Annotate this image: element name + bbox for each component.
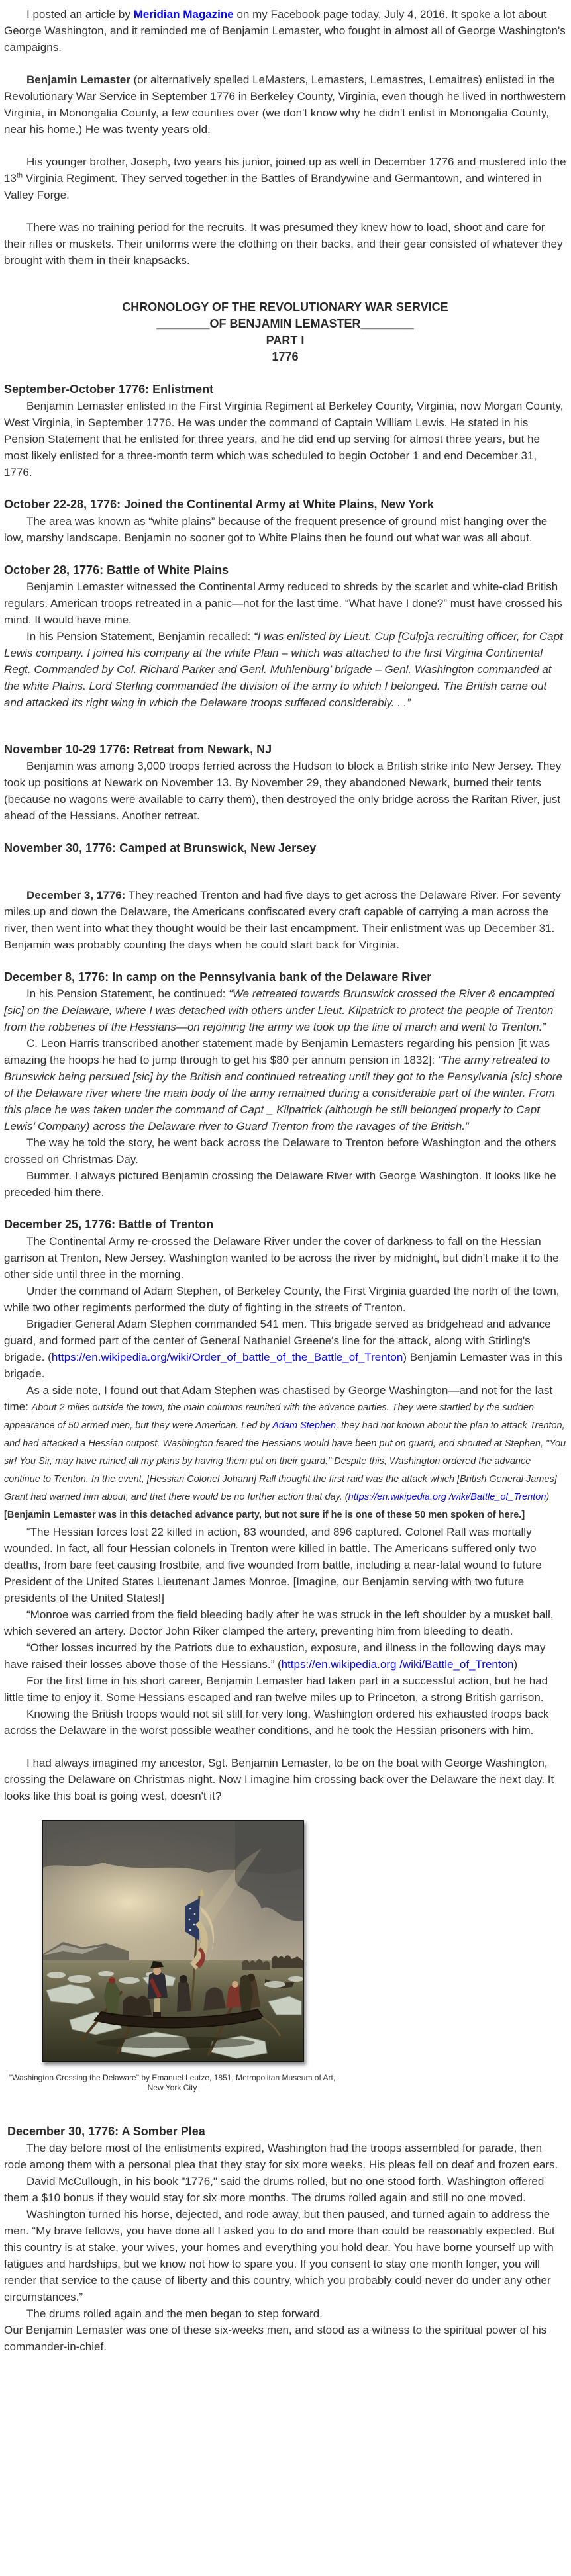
text-run: (or alternatively spelled LeMasters, Lemasters, Lemastres, Lemaitres) enlisted in the Revolutionary War Service in September 1776 in Berkeley County, Virginia, even though he lived in northwestern Virginia, in Monongalia County, a few counties over (we don't know why he didn't enlist in Monongalia County, near his home.) He was twenty years old. <box>4 73 566 136</box>
text-run: th <box>16 171 23 180</box>
text-run: David McCullough, in his book "1776," said the drums rolled, but no one stood forth. Washington offered them a $10 bonus if they would stay for six more months. The drums rolled again and still no one moved. <box>4 2175 545 2204</box>
paragraph <box>4 154 566 203</box>
hyperlink[interactable]: Adam Stephen <box>272 1420 337 1431</box>
text-run: Benjamin Lemaster <box>26 73 130 86</box>
text-run: I posted an article by <box>26 8 134 21</box>
section-heading: December 25, 1776: Battle of Trenton <box>4 1218 214 1231</box>
spacer <box>4 856 566 887</box>
section-heading: October 28, 1776: Battle of White Plains <box>4 563 229 576</box>
text-run: Virginia Regiment. They served together in the Battles of Brandywine and Germantown, and wintered in Valley Forge. <box>4 172 542 201</box>
paragraph <box>4 1316 566 1382</box>
paragraph <box>4 1606 566 1639</box>
section-heading: October 22-28, 1776: Joined the Continental Army at White Plains, New York <box>4 498 434 511</box>
text-run: The way he told the story, he went back across the Delaware to Trenton before Washington and the others crossed on Christmas Day. <box>4 1136 556 1166</box>
text-run: Washington turned his horse, dejected, and rode away, but then paused, and turned again to address the men. “My brave fellows, you have done all I asked you to do and more than could be reasonably expected. But this country is at stake, your wives, your homes and everything you hold dear. You have borne yourself up with fatigues and hardships, but we know not how to spare you. If you consent to stay one month longer, you will render that service to the cause of liberty and this country, which you probably could never do under any other circumstances.” <box>4 2208 555 2303</box>
text-run: “The Hessian forces lost 22 killed in action, 83 wounded, and 896 captured. Colonel Rall was mortally wounded. In fact, all four Hessian colonels in Trenton were killed in battle. The Americans suffered only two deaths, from bare feet causing frostbite, and five wounded from battle, including a near-fatal wound to future President of the United States Lieutenant James Monroe. [Imagine, our Benjamin serving with two future presidents of the United States!] <box>4 1526 542 1604</box>
spacer <box>4 56 566 71</box>
title-line: PART I <box>266 334 305 347</box>
paragraph <box>4 758 566 824</box>
section-heading: December 30, 1776: A Somber Plea <box>4 2125 205 2138</box>
painting-frame <box>42 1820 304 2062</box>
text-run: His younger brother, Joseph, two years his junior, joined up as well in December 1776 and mustered into the 13 <box>4 156 566 185</box>
hyperlink[interactable]: https://en.wikipedia.org /wiki/Battle_of_Trenton <box>281 1658 514 1671</box>
spacer <box>4 269 566 299</box>
section-heading: November 10-29 1776: Retreat from Newark, NJ <box>4 743 272 756</box>
document-title <box>4 299 566 365</box>
title-line: CHRONOLOGY OF THE REVOLUTIONARY WAR SERVICE <box>122 300 448 314</box>
title-line: ________OF BENJAMIN LEMASTER________ <box>156 317 414 330</box>
text-run: December 3, 1776: <box>26 889 126 901</box>
text-run: Bummer. I always pictured Benjamin crossing the Delaware River with George Washington. It looks like he preceded him there. <box>4 1170 556 1199</box>
paragraph <box>4 887 566 953</box>
text-run: I had always imagined my ancestor, Sgt. Benjamin Lemaster, to be on the boat with George Washington, crossing the Delaware on Christmas night. Now I imagine him crossing back over the Delaware the next day. It looks like this boat is going west, doesn't it? <box>4 1757 554 1802</box>
paragraph <box>4 219 566 269</box>
paragraph <box>4 1035 566 1134</box>
paragraph <box>4 1168 566 1201</box>
text-run: They reached Trenton and had five days to get across the Delaware River. For seventy miles up and down the Delaware, the Americans confiscated every craft capable of carrying a man across the river, then went into what they thought would be their last encampment. Their enlistment was up December 31. Benjamin was probably counting the days when he could start back for Virginia. <box>4 889 561 951</box>
spacer <box>4 138 566 154</box>
painting-figure <box>4 1820 566 2093</box>
paragraph <box>4 1382 566 1524</box>
paragraph <box>4 2206 566 2305</box>
spacer <box>4 1739 566 1755</box>
section-heading: December 8, 1776: In camp on the Pennsylvania bank of the Delaware River <box>4 970 432 984</box>
text-run: “Monroe was carried from the field bleeding badly after he was struck in the left shoulder by a musket ball, which severed an artery. Doctor John Riker clamped the artery, preventing him from bleeding to death. <box>4 1608 554 1637</box>
spacer <box>4 203 566 219</box>
text-run: For the first time in his short career, Benjamin Lemaster had taken part in a successful action, but he had little time to enjoy it. Some Hessians escaped and ran twelve miles up to Princeton, a strong British garrison. <box>4 1675 548 1704</box>
paragraph <box>4 1233 566 1283</box>
spacer <box>4 546 566 562</box>
hyperlink[interactable]: Meridian Magazine <box>133 8 234 21</box>
text-run: on my Facebook page today, July 4, 2016. It spoke a lot about George Washington, and it reminded me of Benjamin Lemaster, who fought in almost all of George Washington's campaigns. <box>4 8 566 54</box>
paragraph <box>4 1524 566 1606</box>
text-run: Knowing the British troops would not sit still for very long, Washington ordered his exhausted troops back across the Delaware in the worst possible weather conditions, and he took the Hessian prisoners with him. <box>4 1708 549 1737</box>
text-run: The drums rolled again and the men began to step forward. <box>26 2307 323 2320</box>
text-run: There was no training period for the recruits. It was presumed they knew how to load, shoot and care for their rifles or muskets. Their uniforms were the clothing on their backs, and their gear consisted of whatever they brought with them in their knapsacks. <box>4 221 563 267</box>
text-run: The area was known as “white plains” because of the frequent presence of ground mist hanging over the low, marshy landscape. Benjamin no sooner got to White Plains then he found out what war was all about. <box>4 515 548 544</box>
text-run: [Benjamin Lemaster was in this detached advance party, but not sure if he is one of these 50 men spoken of here.] <box>4 1510 525 1520</box>
text-run: ) Benjamin Lemaster was in this brigade. <box>4 1351 563 1380</box>
article-body-top <box>4 6 566 1804</box>
article-body-bottom <box>4 2093 566 2355</box>
text-run: “We retreated towards Brunswick crossed the River & encampted [sic] on the Delaware, where I was detached with others under Lieut. Kilpatrick to protect the people of Trenton from the robberies of the Hessians—on rejoining the army we took up the line of march and went to Trenton.” <box>4 988 555 1033</box>
section-heading: November 30, 1776: Camped at Brunswick, New Jersey <box>4 841 317 854</box>
text-run: Brigadier General Adam Stephen commanded 541 men. This brigade served as bridgehead and advance guard, and formed part of the center of General Nathaniel Greene's line for the attack, along with Stirling's brigade. ( <box>4 1318 551 1363</box>
spacer <box>4 953 566 969</box>
paragraph <box>4 1673 566 1706</box>
text-run: “I was enlisted by Lieut. Cup [Culp]a recruiting officer, for Capt Lewis company. I joined his company at the white Plain – which was attached to the first Virginia Continental Regt. Commanded by Col. Richard Parker and Genl. Muhlenburg’ brigade – Genl. Washington commanded at the white Plains. Lord Sterling commanded the division of the army to which I belonged. The British came out and attacked its right wing in which the Delaware troops suffered considerably. . .” <box>4 630 563 709</box>
paragraph <box>4 2173 566 2206</box>
spacer <box>4 481 566 496</box>
text-run: C. Leon Harris transcribed another statement made by Benjamin Lemasters regarding his pension [it was amazing the hoops he had to jump through to get his $80 per annum pension in 1832]: <box>4 1037 550 1066</box>
text-run: Our Benjamin Lemaster was one of these six-weeks men, and stood as a witness to the spiritual power of his commander-in-chief. <box>4 2324 547 2353</box>
text-run: , they had not known about the plan to attack Trenton, and had attacked a Hessian outpost. Washington feared the Hessians would have been put on guard, and shouted at Stephen, "You sir! You Sir, may have ruined all my plans by having them put on their guard." Despite this, Washington ordered the advance continue to Trenton. In the event, [Hessian Colonel Johann] Rall thought the first raid was the attack which [British General James] Grant had warned him about, and that there would be no further action that day. ( <box>4 1420 566 1502</box>
text-run: “The army retreated to Brunswick being persued [sic] by the British and continued retreating until they got to the Pensylvania [sic] shore of the Delaware river where the main body of the army remained during a considerable part of the winter. From this place he was taken under the command of Capt _ Kilpatrick (although he still belonged properly to Capt Lewis’ Company) across the Delaware river to Guard Trenton from the ravages of the British.” <box>4 1054 562 1132</box>
paragraph <box>4 2305 566 2322</box>
painting-caption: "Washington Crossing the Delaware" by Emanuel Leutze, 1851, Metropolitan Museum of Art, New York City <box>9 2073 336 2092</box>
spacer <box>4 365 566 381</box>
title-line: 1776 <box>272 350 299 363</box>
text-run: In his Pension Statement, he continued: <box>26 988 229 1000</box>
paragraph <box>4 1706 566 1739</box>
paragraph <box>4 986 566 1035</box>
paragraph <box>4 513 566 546</box>
text-run: ) <box>513 1658 518 1671</box>
spacer <box>4 2093 566 2123</box>
text-run: As a side note, I found out that Adam Stephen was chastised by George Washington—and not for the last time: <box>4 1384 553 1413</box>
hyperlink[interactable]: https://en.wikipedia.org/wiki/Order_of_battle_of_the_Battle_of_Trenton <box>51 1351 403 1363</box>
text-run: Benjamin was among 3,000 troops ferried across the Hudson to block a British strike into New Jersey. They took up positions at Newark on November 13. By November 29, they abandoned Newark, burned their tents (because no wagons were available to carry them), then destroyed the only bridge across the Raritan River, just ahead of the Hessians. Another retreat. <box>4 760 562 822</box>
paragraph <box>4 398 566 481</box>
text-run: Benjamin Lemaster enlisted in the First Virginia Regiment at Berkeley County, Virginia, now Morgan County, West Virginia, in September 1776. He was under the command of Captain William Lewis. He stated in his Pension Statement that he enlisted for three years, and he did end up serving for almost three years, but he most likely enlisted for a three-month term which was scheduled to begin October 1 and end December 31, 1776. <box>4 400 564 479</box>
text-run: Benjamin Lemaster witnessed the Continental Army reduced to shreds by the scarlet and white-clad British regulars. American troops retreated in a panic—not for the last time. “What have I done?” must have crossed his mind. It would have mine. <box>4 580 562 626</box>
paragraph <box>4 1134 566 1168</box>
spacer <box>4 824 566 840</box>
paragraph <box>4 2140 566 2173</box>
washington-crossing-painting <box>43 1821 303 2061</box>
text-run: About 2 miles outside the town, the main columns reunited with the advance parties. They were startled by the sudden appearance of 50 armed men, but they were American. Led by <box>4 1403 535 1431</box>
paragraph <box>4 1283 566 1316</box>
paragraph <box>4 628 566 711</box>
text-run: In his Pension Statement, Benjamin recalled: <box>26 630 254 643</box>
text-run: The day before most of the enlistments expired, Washington had the troops assembled for parade, then rode among them with a personal plea that they stay for six more weeks. His pleas fell on deaf and frozen ears. <box>4 2142 558 2171</box>
text-run: ) <box>546 1492 550 1502</box>
paragraph <box>4 71 566 138</box>
spacer <box>4 1201 566 1217</box>
paragraph <box>4 2322 566 2355</box>
text-run: The Continental Army re-crossed the Delaware River under the cover of darkness to fall on the Hessian garrison at Trenton, New Jersey. Washington wanted to be across the river by midnight, but didn't make it to the other side until three in the morning. <box>4 1235 559 1281</box>
paragraph <box>4 1639 566 1673</box>
hyperlink[interactable]: https://en.wikipedia.org /wiki/Battle_of_Trenton <box>348 1492 546 1502</box>
paragraph <box>4 1755 566 1804</box>
spacer <box>4 711 566 741</box>
text-run: “Other losses incurred by the Patriots due to exhaustion, exposure, and illness in the following days may have raised their losses above those of the Hessians.” ( <box>4 1641 546 1671</box>
section-heading: September-October 1776: Enlistment <box>4 383 214 396</box>
paragraph <box>4 578 566 628</box>
text-run: Under the command of Adam Stephen, of Berkeley County, the First Virginia guarded the north of the town, while two other regiments performed the duty of fighting in the streets of Trenton. <box>4 1285 560 1314</box>
paragraph <box>4 6 566 56</box>
